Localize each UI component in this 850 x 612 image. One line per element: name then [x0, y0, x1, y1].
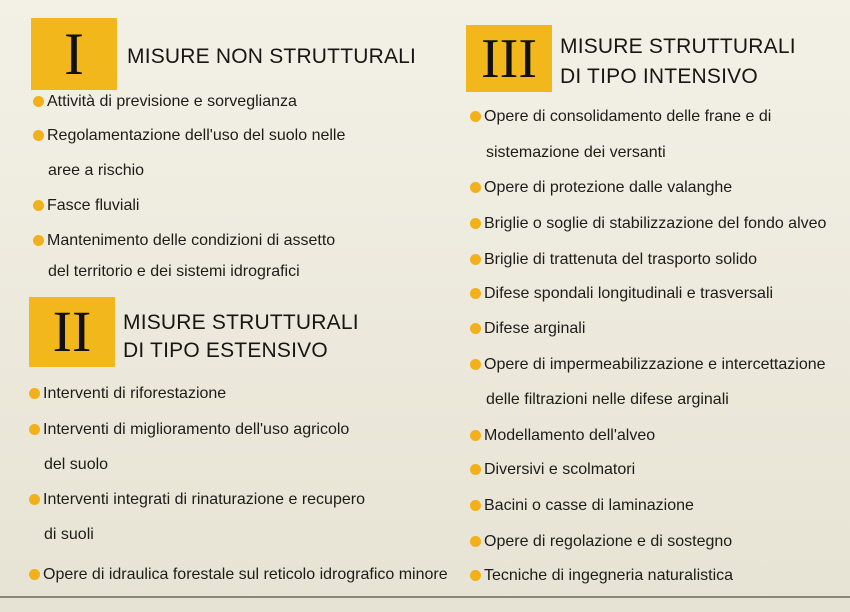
section-2-numeral-box	[29, 297, 115, 367]
section-3-item: Tecniche di ingegneria naturalistica	[470, 567, 733, 585]
section-2-item-continuation: di suoli	[44, 526, 94, 543]
section-2-title-line1: MISURE STRUTTURALI	[123, 311, 359, 334]
bullet-dot-icon	[470, 182, 481, 193]
bullet-dot-icon	[33, 235, 44, 246]
bullet-dot-icon	[29, 388, 40, 399]
section-3-numeral-box	[466, 25, 552, 92]
bullet-dot-icon	[29, 424, 40, 435]
section-3-item: Difese arginali	[470, 320, 585, 338]
section-1-item-continuation: aree a rischio	[48, 162, 145, 179]
bullet-dot-icon	[470, 359, 481, 370]
bullet-dot-icon	[470, 254, 481, 265]
bullet-dot-icon	[470, 536, 481, 547]
section-1-item: Fasce fluviali	[33, 197, 139, 215]
section-2-item: Opere di idraulica forestale sul reticolo idrografico minore	[29, 566, 448, 584]
section-1-item-continuation: del territorio e dei sistemi idrografici	[48, 263, 300, 280]
section-3-item: Opere di impermeabilizzazione e intercettazione	[470, 356, 826, 374]
section-1-item: Regolamentazione dell'uso del suolo nelle	[33, 127, 345, 145]
bullet-dot-icon	[470, 430, 481, 441]
section-2-item: Interventi di miglioramento dell'uso agricolo	[29, 421, 349, 439]
section-3-title-line2: DI TIPO INTENSIVO	[560, 65, 758, 88]
bullet-dot-icon	[470, 288, 481, 299]
bullet-dot-icon	[33, 130, 44, 141]
section-3-item: Difese spondali longitudinali e trasversali	[470, 285, 773, 303]
bullet-dot-icon	[470, 570, 481, 581]
section-3-item: Opere di regolazione e di sostegno	[470, 533, 732, 551]
bottom-divider	[0, 596, 850, 598]
section-2-item: Interventi integrati di rinaturazione e recupero	[29, 491, 365, 509]
section-1-title: MISURE NON STRUTTURALI	[127, 45, 417, 68]
section-3-item: Diversivi e scolmatori	[470, 461, 635, 479]
bullet-dot-icon	[29, 569, 40, 580]
bullet-dot-icon	[33, 200, 44, 211]
section-3-title-line1: MISURE STRUTTURALI	[560, 35, 796, 58]
section-2-title-line2: DI TIPO ESTENSIVO	[123, 339, 328, 362]
section-3-item: Opere di protezione dalle valanghe	[470, 179, 732, 197]
bullet-dot-icon	[470, 111, 481, 122]
section-3-item: Briglie di trattenuta del trasporto solido	[470, 251, 757, 269]
section-3-item: Modellamento dell'alveo	[470, 427, 655, 445]
section-2-numeral: II	[52, 299, 92, 364]
bullet-dot-icon	[29, 494, 40, 505]
section-3-item: Briglie o soglie di stabilizzazione del fondo alveo	[470, 215, 826, 233]
section-2-item: Interventi di riforestazione	[29, 385, 226, 403]
section-3-item-continuation: delle filtrazioni nelle difese arginali	[486, 391, 729, 408]
bullet-dot-icon	[470, 218, 481, 229]
section-2-item-continuation: del suolo	[44, 456, 109, 473]
section-3-numeral: III	[481, 27, 537, 90]
section-1-numeral-box	[31, 18, 117, 90]
section-1-numeral: I	[64, 21, 84, 87]
section-1-item: Attività di previsione e sorveglianza	[33, 93, 297, 111]
bullet-dot-icon	[470, 464, 481, 475]
bullet-dot-icon	[470, 500, 481, 511]
section-3-item-continuation: sistemazione dei versanti	[486, 144, 666, 161]
section-3-item: Bacini o casse di laminazione	[470, 497, 694, 515]
bullet-dot-icon	[470, 323, 481, 334]
section-3-item: Opere di consolidamento delle frane e di	[470, 108, 771, 126]
bullet-dot-icon	[33, 96, 44, 107]
section-1-item: Mantenimento delle condizioni di assetto	[33, 232, 335, 250]
